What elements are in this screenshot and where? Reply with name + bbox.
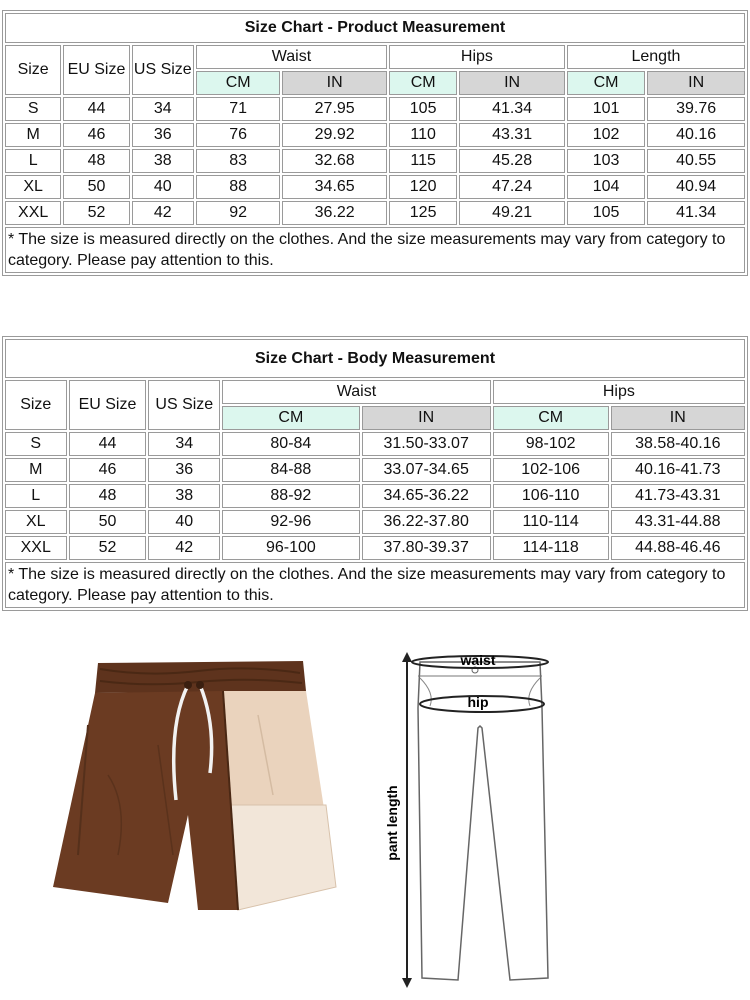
length-cm-cell: 103 [567,149,645,173]
eu-cell: 48 [63,149,129,173]
eu-cell: 52 [69,536,147,560]
hips-in-cell: 41.34 [459,97,565,121]
us-cell: 34 [148,432,220,456]
hips-cm-cell: 125 [389,201,457,225]
product-size-chart [2,10,748,276]
length-in-cell: 40.16 [647,123,745,147]
body-size-chart [2,336,748,611]
length-cm-cell: 104 [567,175,645,199]
waist-header: Waist [196,45,387,69]
hips-cm-cell: 115 [389,149,457,173]
size-cell: M [5,458,67,482]
waist-cm-cell: 71 [196,97,280,121]
us-size-header: US Size [148,380,220,430]
hips-cm-cell: 110-114 [493,510,609,534]
hips-in-cell: 49.21 [459,201,565,225]
eu-size-header: EU Size [63,45,129,95]
hips-in-cell: 41.73-43.31 [611,484,745,508]
us-cell: 36 [148,458,220,482]
hips-in-header: IN [459,71,565,95]
us-cell: 38 [132,149,194,173]
waist-in-cell: 36.22 [282,201,387,225]
hips-cm-header: CM [493,406,609,430]
waist-in-cell: 37.80-39.37 [362,536,491,560]
table-row [5,123,745,147]
hips-cm-cell: 106-110 [493,484,609,508]
shorts-product-image [48,655,343,915]
size-cell: XXL [5,201,61,225]
waist-in-cell: 27.95 [282,97,387,121]
size-cell: L [5,149,61,173]
waist-in-cell: 33.07-34.65 [362,458,491,482]
waist-in-cell: 34.65-36.22 [362,484,491,508]
waist-cm-cell: 84-88 [222,458,359,482]
waist-in-header: IN [282,71,387,95]
table-row [5,97,745,121]
waist-cm-cell: 76 [196,123,280,147]
us-size-header: US Size [132,45,194,95]
hips-in-cell: 45.28 [459,149,565,173]
size-cell: M [5,123,61,147]
hips-cm-cell: 120 [389,175,457,199]
table-row [5,175,745,199]
eu-cell: 46 [63,123,129,147]
hips-cm-cell: 114-118 [493,536,609,560]
us-cell: 36 [132,123,194,147]
size-cell: XL [5,175,61,199]
length-in-header: IN [647,71,745,95]
eu-cell: 50 [69,510,147,534]
waist-in-cell: 34.65 [282,175,387,199]
hips-in-cell: 40.16-41.73 [611,458,745,482]
hips-in-cell: 47.24 [459,175,565,199]
us-cell: 40 [148,510,220,534]
waist-cm-cell: 80-84 [222,432,359,456]
body-chart-title: Size Chart - Body Measurement [5,339,745,378]
hips-cm-cell: 102-106 [493,458,609,482]
table-row [5,458,745,482]
waist-in-cell: 36.22-37.80 [362,510,491,534]
waist-cm-cell: 92 [196,201,280,225]
waist-cm-cell: 88 [196,175,280,199]
hips-cm-cell: 105 [389,97,457,121]
pants-measurement-diagram [380,648,560,993]
eu-cell: 46 [69,458,147,482]
product-chart-note: * The size is measured directly on the clothes. And the size measurements may vary from category to category. Please pay attention to this. [5,227,745,273]
us-cell: 38 [148,484,220,508]
waist-cm-cell: 88-92 [222,484,359,508]
hips-in-header: IN [611,406,745,430]
length-cm-header: CM [567,71,645,95]
body-chart-note: * The size is measured directly on the clothes. And the size measurements may vary from category to category. Please pay attention to this. [5,562,745,608]
size-cell: XL [5,510,67,534]
eu-cell: 48 [69,484,147,508]
waist-in-cell: 29.92 [282,123,387,147]
length-in-cell: 40.55 [647,149,745,173]
product-chart-title: Size Chart - Product Measurement [5,13,745,43]
waist-in-cell: 32.68 [282,149,387,173]
hips-cm-header: CM [389,71,457,95]
table-row [5,149,745,173]
waist-in-cell: 31.50-33.07 [362,432,491,456]
us-cell: 42 [148,536,220,560]
us-cell: 40 [132,175,194,199]
waist-cm-cell: 96-100 [222,536,359,560]
size-header: Size [5,380,67,430]
waist-cm-header: CM [222,406,359,430]
waist-label: waist [460,652,496,668]
hips-cm-cell: 98-102 [493,432,609,456]
hips-in-cell: 43.31 [459,123,565,147]
eu-cell: 44 [63,97,129,121]
length-in-cell: 39.76 [647,97,745,121]
eu-cell: 50 [63,175,129,199]
size-cell: L [5,484,67,508]
table-row [5,536,745,560]
length-cm-cell: 105 [567,201,645,225]
table-row [5,510,745,534]
length-in-cell: 40.94 [647,175,745,199]
eu-size-header: EU Size [69,380,147,430]
hips-in-cell: 43.31-44.88 [611,510,745,534]
us-cell: 34 [132,97,194,121]
waist-in-header: IN [362,406,491,430]
waist-cm-header: CM [196,71,280,95]
waist-cm-cell: 83 [196,149,280,173]
hips-in-cell: 38.58-40.16 [611,432,745,456]
hip-label: hip [467,694,489,710]
table-row [5,201,745,225]
length-cm-cell: 102 [567,123,645,147]
hips-header: Hips [389,45,565,69]
hips-in-cell: 44.88-46.46 [611,536,745,560]
eu-cell: 52 [63,201,129,225]
size-cell: S [5,432,67,456]
hips-header: Hips [493,380,745,404]
length-header: Length [567,45,745,69]
size-cell: XXL [5,536,67,560]
waist-cm-cell: 92-96 [222,510,359,534]
size-header: Size [5,45,61,95]
length-cm-cell: 101 [567,97,645,121]
table-row [5,484,745,508]
eu-cell: 44 [69,432,147,456]
waist-header: Waist [222,380,491,404]
us-cell: 42 [132,201,194,225]
size-cell: S [5,97,61,121]
length-in-cell: 41.34 [647,201,745,225]
hips-cm-cell: 110 [389,123,457,147]
table-row [5,432,745,456]
pant-length-label: pant length [384,785,400,861]
